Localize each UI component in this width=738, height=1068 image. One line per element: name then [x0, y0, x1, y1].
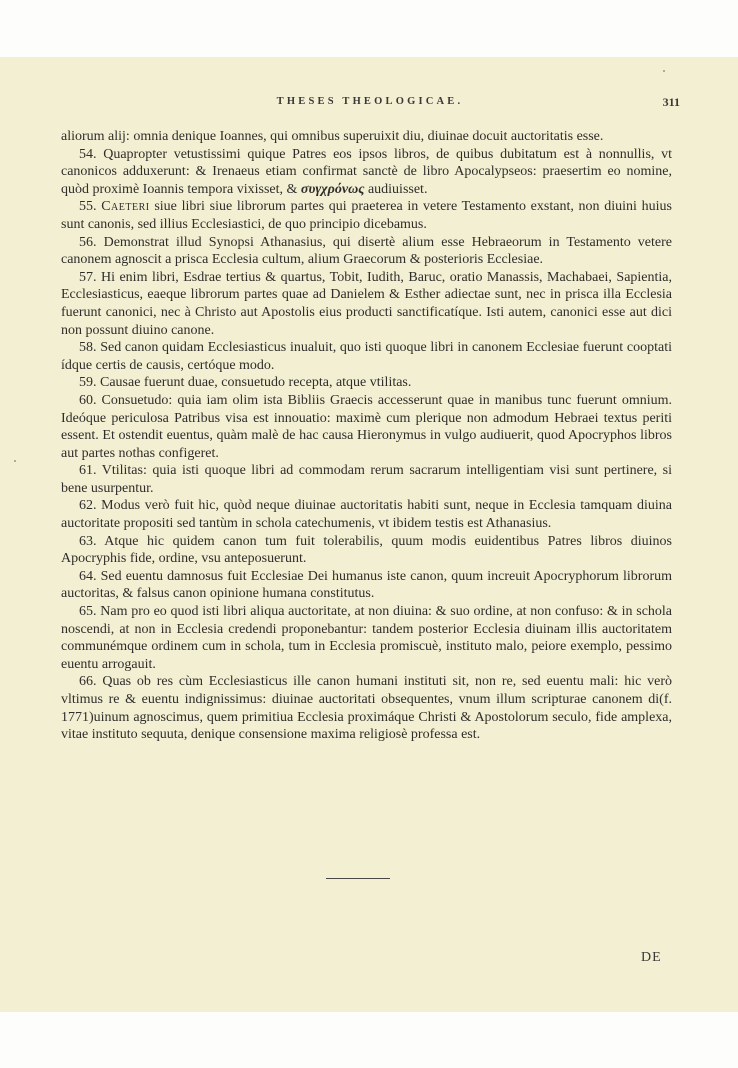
- thesis-text: Vtilitas: quia isti quoque libri ad commodam rerum sacrarum intelligentiam visi sunt pertinere, si bene usurpentur.: [61, 463, 673, 496]
- thesis-66: [61, 673, 672, 743]
- catchword: DE: [641, 950, 662, 965]
- thesis-text-end: audiuisset.: [367, 181, 428, 197]
- thesis-61: [61, 462, 672, 497]
- thesis-lead-word: Caeteri: [101, 199, 150, 215]
- ampersand: &: [286, 181, 298, 197]
- thesis-text: siue libri siue librorum partes qui praeterea in vetere Testamento exstant, non diuini huius sunt canonis, sed illius Ecclesiastici, de quo principio dicebamus.: [61, 199, 672, 232]
- paper-speck: [663, 70, 665, 72]
- thesis-number: 63.: [79, 533, 97, 549]
- running-title: THESES THEOLOGICAE.: [276, 96, 464, 107]
- thesis-63: [61, 533, 672, 568]
- thesis-number: 65.: [79, 604, 97, 620]
- thesis-text: Sed euentu damnosus fuit Ecclesiae Dei humanus iste canon, quum increuit Apocryphorum librorum auctoritas, & falsus canon opinione humana constitutus.: [61, 568, 672, 602]
- thesis-text: Atque hic quidem canon tum fuit tolerabilis, quum modis euidentibus Patres libros diuinos Apocryphis fide, ordine, vsu anteposuerunt.: [61, 533, 672, 567]
- thesis-number: 56.: [79, 234, 97, 250]
- thesis-58: [61, 339, 672, 374]
- thesis-62: [61, 497, 672, 532]
- thesis-text: Consuetudo: quia iam olim ista Bibliis Graecis accesserunt quae in manibus tunc fuerunt omnium. Ideóque periculosa Patribus visa est innouatio: maximè cum plerique non admodum Hebraei textus periti essent. Et ostendit euentus, quàm malè de hac causa Hieronymus in vulgo audiuerit, quod Apocryphos libros aut partes nothas configeret.: [61, 392, 672, 461]
- thesis-text: Hi enim libri, Esdrae tertius & quartus, Tobit, Iudith, Baruc, oratio Manassis, Machabaei, Sapientia, Ecclesiasticus, eaeque librorum partes quae ad Danielem & Esther adiectae sunt, nec in prisca illa Ecclesia fuerunt canonici, nec à Christo aut Apostolis eius producti sanctificatíque. Isti autem, canonici esse aut dici non possunt diuino canone.: [61, 269, 673, 338]
- thesis-number: 57.: [79, 269, 97, 285]
- thesis-number: 64.: [79, 568, 97, 584]
- thesis-55: [61, 198, 672, 233]
- thesis-number: 58.: [79, 340, 97, 356]
- thesis-text: Nam pro eo quod isti libri aliqua auctoritate, at non diuina: & suo ordine, at non confuso: & in schola noscendi, at non in Ecclesia credendi proponebantur: tandem posterior Ecclesia diuinam illis auctoritatem communémque ordinem cum in schola, tum in Ecclesia promiscuè, instituto malo, peiore exemplo, pessimo euentu arrogauit.: [61, 604, 673, 672]
- thesis-text: Demonstrat illud Synopsi Athanasius, qui disertè alium esse Hebraeorum in Testamento vetere canonem agnoscit a prisca Ecclesia cultum, alium Graecorum & posterioris Ecclesiae.: [61, 234, 672, 268]
- running-head: [60, 96, 680, 112]
- thesis-number: 54.: [79, 146, 97, 162]
- thesis-text: Modus verò fuit hic, quòd neque diuinae auctoritatis habiti sunt, neque in Ecclesia tamquam diuina auctoritate propositi sed tantùm in schola catechumenis, vt ibidem testis est Athanasius.: [61, 498, 672, 532]
- thesis-number: 59.: [79, 375, 97, 391]
- thesis-57: [61, 269, 672, 339]
- page-number: 311: [662, 95, 680, 109]
- thesis-56: [61, 234, 672, 269]
- end-rule: [326, 878, 390, 879]
- thesis-54: [61, 146, 672, 199]
- thesis-number: 61.: [79, 463, 97, 479]
- thesis-text: Causae fuerunt duae, consuetudo recepta, atque vtilitas.: [100, 375, 412, 391]
- thesis-60: [61, 392, 672, 462]
- thesis-number: 62.: [79, 498, 97, 514]
- thesis-number: 60.: [79, 392, 97, 408]
- body-text: [61, 128, 672, 744]
- thesis-number: 55.: [79, 199, 97, 215]
- thesis-text: Quas ob res cùm Ecclesiasticus ille canon humani instituti sit, non re, sed euentu mali: hic verò vltimus re & euentu indignissimus: diuinae auctoritati obsequentes, vnum illum scripturae canonem di(f. 1771)uinum agnoscimus, quem primitiua Ecclesia proximáque Christi & Apostolorum seculo, fide amplexa, vitae instituto sequuta, denique consensione maxima religiosè professa est.: [61, 674, 673, 743]
- thesis-59: [61, 374, 672, 392]
- thesis-number: 66.: [79, 674, 97, 690]
- thesis-text: Sed canon quidam Ecclesiasticus inualuit, quo isti quoque libri in canonem Ecclesiae fuerunt cooptati ídque certis de causis, certóque modo.: [61, 340, 672, 373]
- thesis-65: [61, 603, 672, 673]
- paper-speck: [14, 460, 16, 462]
- thesis-text: Quapropter vetustissimi quique Patres eos ipsos libros, de quibus dubitatum est à nonnullis, vt canonicos adduxerunt: & Irenaeus etiam confirmat sanctè de libro Apocalypseos: praesertim eo nomine, quòd proximè Ioannis tempora vixisset,: [61, 146, 673, 197]
- book-page: [0, 57, 738, 1012]
- thesis-64: [61, 568, 672, 603]
- opening-paragraph: aliorum alij: omnia denique Ioannes, qui omnibus superuixit diu, diuinae docuit auctoritatis esse.: [61, 129, 604, 144]
- greek-word: συγχρόνως: [300, 181, 365, 197]
